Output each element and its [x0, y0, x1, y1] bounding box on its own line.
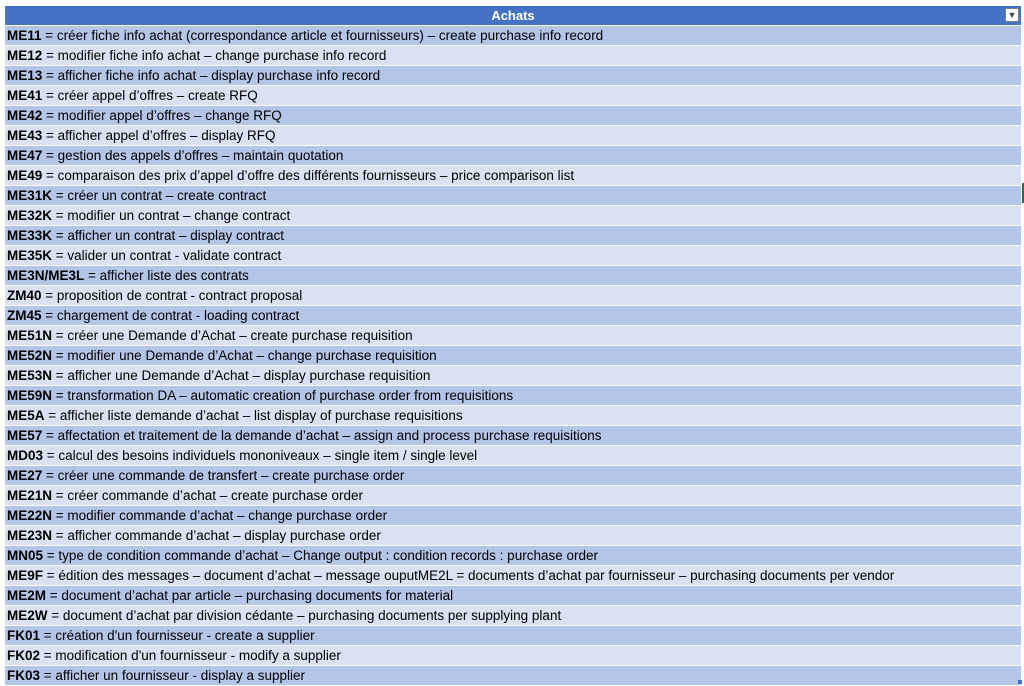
- transaction-code: ME43: [7, 128, 43, 143]
- table-row[interactable]: [5, 405, 1021, 425]
- transaction-description: = gestion des appels d’offres – maintain quotation: [42, 148, 344, 163]
- column-title: Achats: [491, 8, 535, 23]
- transaction-description: = afficher liste des contrats: [84, 268, 249, 283]
- table-row[interactable]: [5, 665, 1021, 685]
- transaction-code: ME2W: [7, 608, 48, 623]
- transaction-description: = modifier fiche info achat – change purchase info record: [42, 48, 387, 63]
- transaction-code: ME23N: [7, 528, 53, 543]
- table-row[interactable]: [5, 105, 1021, 125]
- transaction-description: = afficher une Demande d’Achat – display purchase requisition: [52, 368, 431, 383]
- chevron-down-icon[interactable]: ▼: [1005, 8, 1019, 22]
- transaction-code: ME22N: [7, 508, 53, 523]
- transaction-description: = créer une commande de transfert – create purchase order: [42, 468, 405, 483]
- transaction-description: = créer fiche info achat (correspondance article et fournisseurs) – create purchase info record: [41, 28, 604, 43]
- transaction-code: ME11: [7, 28, 42, 43]
- table-row[interactable]: [5, 445, 1021, 465]
- transaction-description: = modifier appel d’offres – change RFQ: [42, 108, 282, 123]
- transaction-code: ME51N: [7, 328, 53, 343]
- transaction-code: ME3N/ME3L: [7, 268, 85, 283]
- transaction-description: = créer commande d’achat – create purchase order: [52, 488, 364, 503]
- table-row[interactable]: [5, 425, 1021, 445]
- transaction-code: FK02: [7, 648, 41, 663]
- transaction-code: MN05: [7, 548, 44, 563]
- table-row[interactable]: [5, 545, 1021, 565]
- table-row[interactable]: [5, 465, 1021, 485]
- table-row[interactable]: [5, 45, 1021, 65]
- transaction-code: ME27: [7, 468, 43, 483]
- transaction-description: = transformation DA – automatic creation of purchase order from requisitions: [52, 388, 514, 403]
- table-row[interactable]: [5, 385, 1021, 405]
- table-row[interactable]: [5, 185, 1021, 205]
- transaction-description: = document d’achat par article – purchasing documents for material: [46, 588, 454, 603]
- table-row[interactable]: [5, 285, 1021, 305]
- transaction-description: = document d’achat par division cédante – purchasing documents per supplying plant: [47, 608, 562, 623]
- transaction-description: = proposition de contrat - contract proposal: [41, 288, 303, 303]
- transaction-code: ME53N: [7, 368, 53, 383]
- transaction-description: = afficher liste demande d’achat – list display of purchase requisitions: [44, 408, 463, 423]
- table-row[interactable]: [5, 485, 1021, 505]
- transaction-description: = afficher fiche info achat – display purchase info record: [42, 68, 381, 83]
- transaction-code: ME2M: [7, 588, 47, 603]
- transaction-description: = création d'un fournisseur - create a supplier: [40, 628, 315, 643]
- transaction-code: ZM45: [7, 308, 42, 323]
- achats-table: [4, 6, 1021, 685]
- transaction-code: ME5A: [7, 408, 45, 423]
- transaction-code: ME21N: [7, 488, 53, 503]
- table-row[interactable]: [5, 25, 1021, 45]
- transaction-code: FK03: [7, 668, 41, 683]
- transaction-code: ME35K: [7, 248, 53, 263]
- table-row[interactable]: [5, 165, 1021, 185]
- table-header: [5, 6, 1021, 25]
- transaction-code: ME47: [7, 148, 43, 163]
- transaction-description: = afficher un contrat – display contract: [52, 228, 285, 243]
- transaction-code: ME9F: [7, 568, 44, 583]
- table-row[interactable]: [5, 585, 1021, 605]
- transaction-description: = édition des messages – document d’achat – message ouputME2L = documents d’achat par fournisseur – purchasing documents per vendor: [43, 568, 895, 583]
- transaction-code: ME42: [7, 108, 43, 123]
- transaction-description: = créer une Demande d’Achat – create purchase requisition: [52, 328, 413, 343]
- transaction-code: ME33K: [7, 228, 53, 243]
- transaction-description: = créer un contrat – create contract: [52, 188, 267, 203]
- table-row[interactable]: [5, 145, 1021, 165]
- table-row[interactable]: [5, 245, 1021, 265]
- transaction-code: MD03: [7, 448, 44, 463]
- table-row[interactable]: [5, 65, 1021, 85]
- transaction-description: = comparaison des prix d’appel d’offre des différents fournisseurs – price comparison list: [42, 168, 575, 183]
- transaction-code: ME41: [7, 88, 43, 103]
- table-body: [5, 25, 1021, 685]
- transaction-code: ME59N: [7, 388, 53, 403]
- table-row[interactable]: [5, 565, 1021, 585]
- table-row[interactable]: [5, 125, 1021, 145]
- table-row[interactable]: [5, 345, 1021, 365]
- transaction-description: = valider un contrat - validate contract: [52, 248, 282, 263]
- transaction-description: = afficher appel d’offres – display RFQ: [42, 128, 276, 143]
- table-row[interactable]: [5, 505, 1021, 525]
- transaction-code: ME13: [7, 68, 43, 83]
- table-row[interactable]: [5, 625, 1021, 645]
- table-row[interactable]: [5, 265, 1021, 285]
- transaction-code: ME52N: [7, 348, 53, 363]
- transaction-code: ME57: [7, 428, 43, 443]
- transaction-description: = type de condition commande d’achat – Change output : condition records : purchase order: [43, 548, 598, 563]
- table-row[interactable]: [5, 85, 1021, 105]
- transaction-description: = chargement de contrat - loading contract: [41, 308, 300, 323]
- transaction-description: = modifier commande d’achat – change purchase order: [52, 508, 388, 523]
- transaction-description: = créer appel d’offres – create RFQ: [42, 88, 258, 103]
- table-row[interactable]: [5, 205, 1021, 225]
- table-row[interactable]: [5, 305, 1021, 325]
- transaction-description: = modifier un contrat – change contract: [52, 208, 291, 223]
- table-row[interactable]: [5, 365, 1021, 385]
- transaction-description: = calcul des besoins individuels mononiveaux – single item / single level: [43, 448, 478, 463]
- transaction-description: = affectation et traitement de la demande d’achat – assign and process purchase requisitions: [42, 428, 602, 443]
- transaction-description: = afficher commande d’achat – display purchase order: [52, 528, 381, 543]
- table-row[interactable]: [5, 525, 1021, 545]
- table-row[interactable]: [5, 645, 1021, 665]
- transaction-code: ME31K: [7, 188, 53, 203]
- transaction-code: FK01: [7, 628, 41, 643]
- table-row[interactable]: [5, 605, 1021, 625]
- transaction-code: ME49: [7, 168, 43, 183]
- transaction-description: = modifier une Demande d’Achat – change purchase requisition: [52, 348, 437, 363]
- table-resize-handle[interactable]: [1018, 680, 1022, 684]
- table-row[interactable]: [5, 225, 1021, 245]
- transaction-description: = modification d'un fournisseur - modify a supplier: [40, 648, 341, 663]
- transaction-description: = afficher un fournisseur - display a supplier: [40, 668, 306, 683]
- transaction-code: ME12: [7, 48, 43, 63]
- table-row[interactable]: [5, 325, 1021, 345]
- transaction-code: ZM40: [7, 288, 42, 303]
- transaction-code: ME32K: [7, 208, 53, 223]
